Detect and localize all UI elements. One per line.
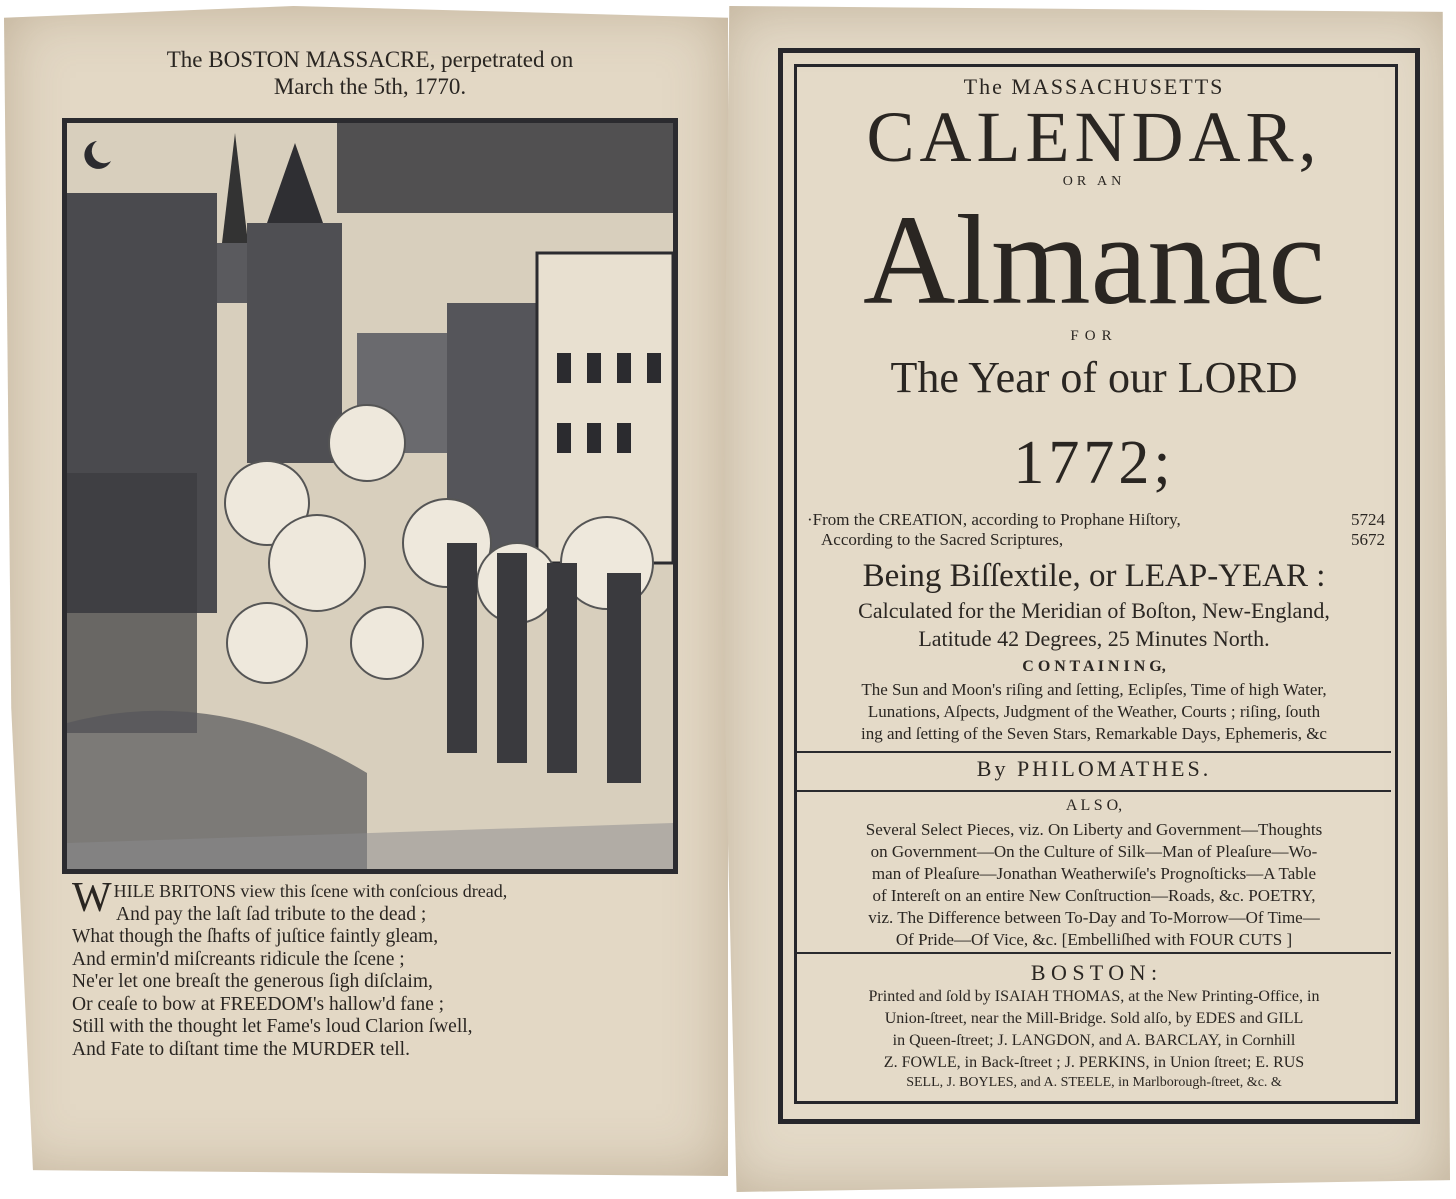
imprint-line: Z. FOWLE, in Back-ſtreet ; J. PERKINS, in Union ſtreet; E. RUS [883,1054,1305,1071]
poem-line: And Fate to diſtant time the MURDER tell. [72,1038,410,1060]
title-almanac: Almanac [863,189,1325,331]
latitude-line: Latitude 42 Degrees, 25 Minutes North. [918,626,1270,651]
meridian-line: Calculated for the Meridian of Boſton, New-England, [858,598,1330,623]
caption-line: March the 5th, 1770. [273,74,467,99]
poem-line: And ermin'd miſcreants ridicule the ſcene ; [72,948,405,970]
also-line: of Intereſt on an entire New Conſtruction—Roads, &c. POETRY, [872,886,1316,905]
boston-massacre-woodcut [62,118,678,874]
scripture-year: 5672 [1351,530,1385,549]
title-year-of-lord: The Year of our LORD [890,353,1298,402]
caption-line: The BOSTON MASSACRE, perpetrated on [166,47,574,72]
poem-line: And pay the laſt ſad tribute to the dead ; [116,903,427,925]
poem [72,875,508,1061]
title-year: 1772; [1013,429,1175,497]
place-heading: B O S T O N : [1030,960,1158,985]
contents-line: The Sun and Moon's riſing and ſetting, Eclipſes, Time of high Water, [861,680,1327,699]
also-line: viz. The Difference between To-Day and To-Morrow—Of Time— [868,908,1320,927]
creation-year: 5724 [1351,510,1385,529]
also-line: Several Select Pieces, viz. On Liberty and Government—Thoughts [865,820,1323,839]
frontispiece-caption [60,46,680,100]
also-line: Of Pride—Of Vice, &c. [Embelliſhed with FOUR CUTS ] [895,930,1293,949]
poem-line: Still with the thought let Fame's loud Clarion ſwell, [72,1016,473,1037]
also-line: on Government—On the Culture of Silk—Man of Pleaſure—Wo- [870,842,1318,861]
also-heading: A L S O, [1065,797,1123,814]
creation-line: ·From the CREATION, according to Prophane Hiſtory, [807,510,1181,529]
imprint-line: in Queen-ſtreet; J. LANGDON, and A. BARCLAY, in Cornhill [892,1032,1296,1049]
contents-line: Lunations, Aſpects, Judgment of the Weather, Courts ; riſing, ſouth [867,702,1321,721]
author-line: By PHILOMATHES. [976,756,1212,781]
contents-line: ing and ſetting of the Seven Stars, Remarkable Days, Ephemeris, &c [861,724,1327,743]
title-line: FOR [1070,328,1118,344]
drop-cap: W [72,875,112,921]
containing-heading: C O N T A I N I N G, [1022,658,1166,675]
title-line: The MASSACHUSETTS [963,74,1225,99]
title-line: OR AN [1062,174,1126,189]
poem-line: Ne'er let one breaſt the generous ſigh diſclaim, [72,971,433,992]
leap-year-line: Being Biſſextile, or LEAP-YEAR : [862,558,1326,594]
woodcut-illustration [67,123,673,869]
scripture-line: According to the Sacred Scriptures, [821,530,1064,549]
imprint-line: Union-ſtreet, near the Mill-Bridge. Sold alſo, by EDES and GILL [884,1010,1304,1027]
poem-line-text: HILE BRITONS view this ſcene with conſcious dread, [113,881,508,901]
also-line: man of Pleaſure—Jonathan Weatherwiſe's Prognoſticks—A Table [871,864,1317,883]
imprint-line: Printed and ſold by ISAIAH THOMAS, at the New Printing-Office, in [868,988,1320,1005]
divider-rule [797,751,1391,753]
poem-line: Or ceaſe to bow at FREEDOM's hallow'd fane ; [72,993,445,1015]
imprint-line: SELL, J. BOYLES, and A. STEELE, in Marlborough-ſtreet, &c. & [906,1075,1282,1090]
title-page-text [797,0,1391,1199]
title-calendar: CALENDAR, [866,97,1322,177]
poem-line: What though the ſhafts of juſtice faintly gleam, [72,926,439,947]
divider-rule [797,790,1391,792]
divider-rule [797,952,1391,954]
